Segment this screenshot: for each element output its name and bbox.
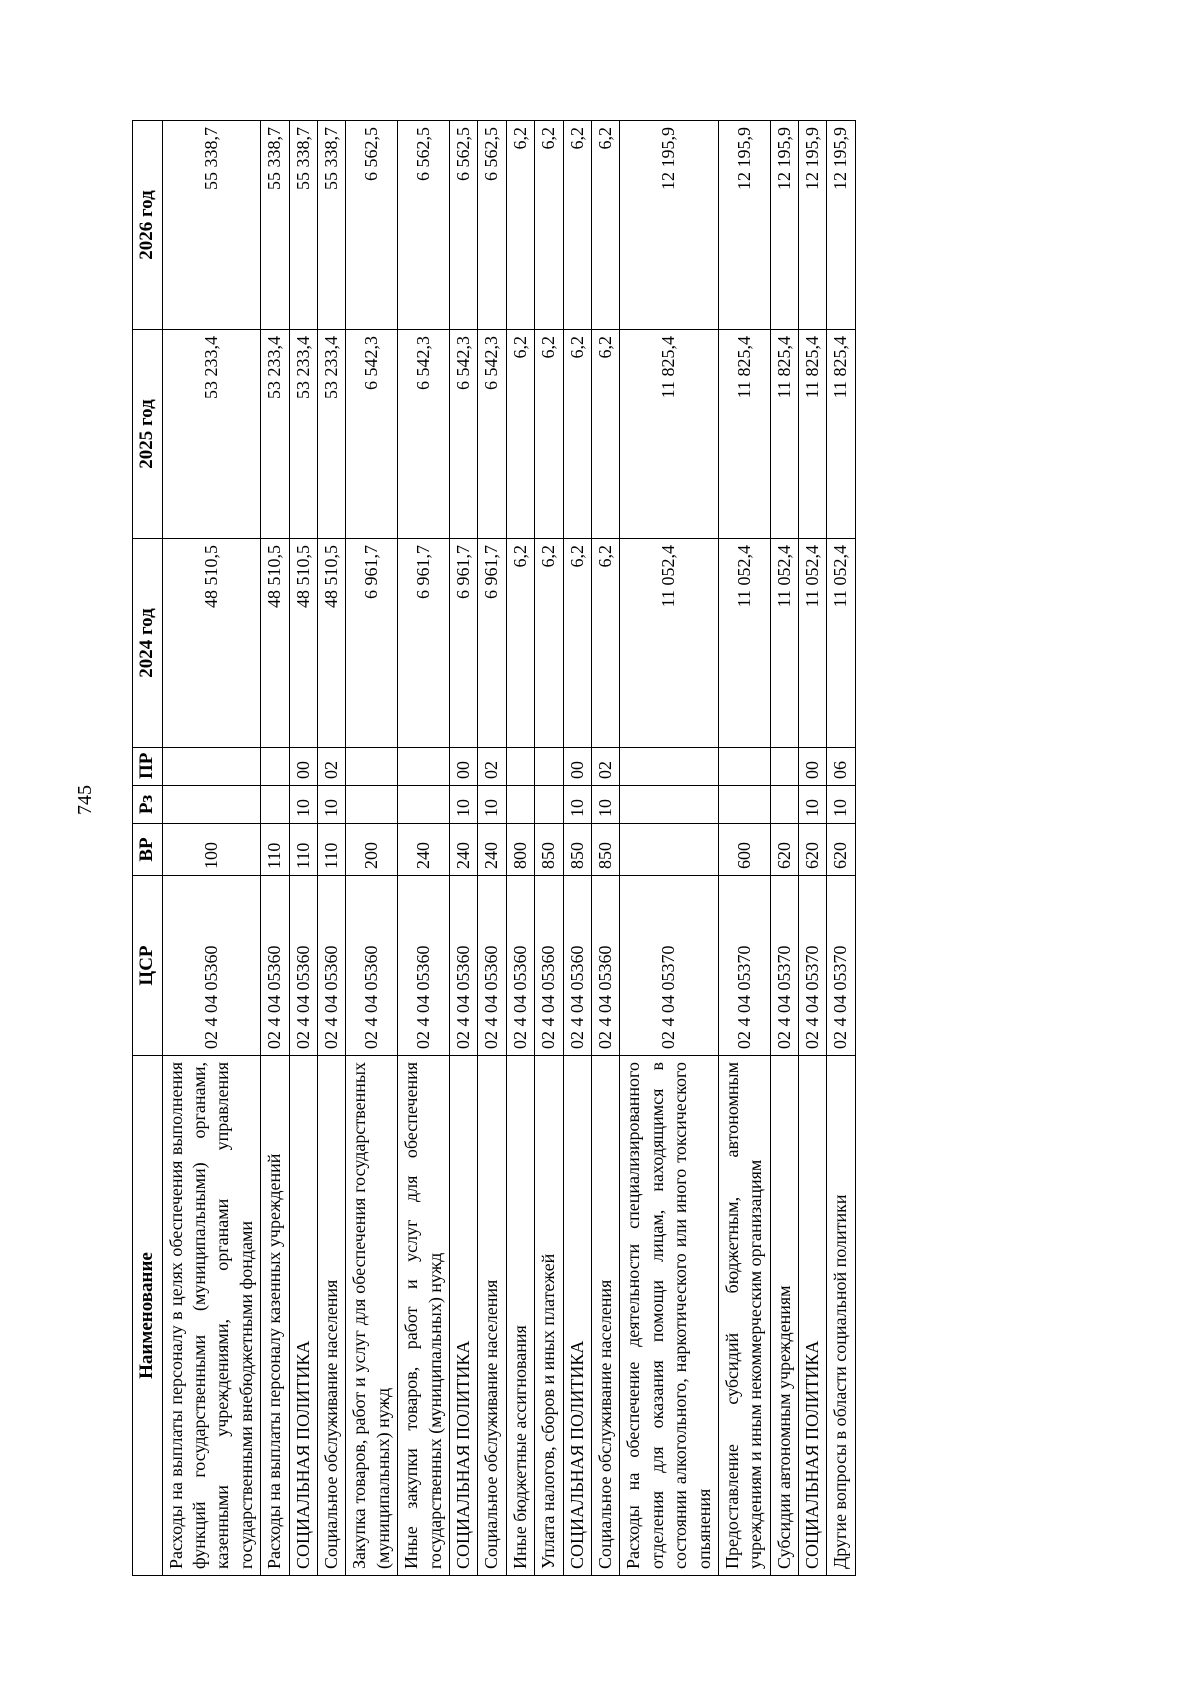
row-rz: 10: [318, 786, 346, 824]
table-row: [563, 121, 591, 1576]
row-csr: 02 4 04 05370: [799, 876, 827, 1056]
row-pr: 02: [591, 748, 619, 786]
row-2025: 53 233,4: [162, 330, 261, 539]
row-2024: 11 052,4: [620, 539, 719, 748]
row-2026: 12 195,9: [799, 121, 827, 330]
row-pr: 00: [799, 748, 827, 786]
row-rz: [346, 786, 398, 824]
row-rz: [162, 786, 261, 824]
row-2024: 6 961,7: [449, 539, 477, 748]
row-vr: 240: [478, 824, 506, 876]
table-row: [261, 121, 289, 1576]
row-2024: 48 510,5: [261, 539, 289, 748]
row-rz: 10: [827, 786, 855, 824]
row-2026: 6,2: [535, 121, 563, 330]
row-name: Социальное обслуживание населения: [318, 1056, 346, 1576]
row-vr: 620: [770, 824, 798, 876]
row-rz: 10: [563, 786, 591, 824]
row-2025: 11 825,4: [718, 330, 770, 539]
row-name: СОЦИАЛЬНАЯ ПОЛИТИКА: [799, 1056, 827, 1576]
table-body: [162, 121, 855, 1576]
row-vr: 600: [718, 824, 770, 876]
row-vr: 110: [318, 824, 346, 876]
row-csr: 02 4 04 05360: [449, 876, 477, 1056]
row-2024: 6,2: [563, 539, 591, 748]
row-name: Другие вопросы в области социальной политики: [827, 1056, 855, 1576]
row-pr: 02: [478, 748, 506, 786]
row-2025: 6,2: [591, 330, 619, 539]
row-vr: 850: [563, 824, 591, 876]
row-vr: 240: [449, 824, 477, 876]
row-csr: 02 4 04 05360: [289, 876, 317, 1056]
row-2026: 55 338,7: [318, 121, 346, 330]
row-2024: 6,2: [591, 539, 619, 748]
row-vr: 800: [506, 824, 534, 876]
row-rz: [506, 786, 534, 824]
row-2025: 6,2: [506, 330, 534, 539]
row-2024: 6,2: [506, 539, 534, 748]
row-rz: [770, 786, 798, 824]
header-name: Наименование: [133, 1056, 163, 1576]
table-row: [591, 121, 619, 1576]
row-rz: 10: [799, 786, 827, 824]
row-pr: 00: [289, 748, 317, 786]
row-name: Расходы на выплаты персоналу в целях обеспечения выполнения функций государственными (муниципальными) органами, казенными учреждениями, органами управления государственными внебюджетными фондами: [162, 1056, 261, 1576]
row-2026: 6,2: [591, 121, 619, 330]
row-2024: 6 961,7: [478, 539, 506, 748]
row-csr: 02 4 04 05360: [478, 876, 506, 1056]
row-2024: 11 052,4: [827, 539, 855, 748]
table-row: [346, 121, 398, 1576]
row-pr: [398, 748, 450, 786]
header-2024: 2024 год: [133, 539, 163, 748]
row-csr: 02 4 04 05360: [591, 876, 619, 1056]
row-pr: [770, 748, 798, 786]
row-pr: [346, 748, 398, 786]
table-row: [289, 121, 317, 1576]
row-vr: 620: [799, 824, 827, 876]
row-name: СОЦИАЛЬНАЯ ПОЛИТИКА: [289, 1056, 317, 1576]
row-2025: 53 233,4: [289, 330, 317, 539]
row-rz: 10: [289, 786, 317, 824]
row-2024: 48 510,5: [289, 539, 317, 748]
header-row: [133, 121, 163, 1576]
row-csr: 02 4 04 05360: [563, 876, 591, 1056]
row-2025: 6,2: [535, 330, 563, 539]
row-2026: 55 338,7: [289, 121, 317, 330]
row-csr: 02 4 04 05360: [318, 876, 346, 1056]
row-2024: 6,2: [535, 539, 563, 748]
row-2026: 6 562,5: [449, 121, 477, 330]
row-pr: [535, 748, 563, 786]
row-vr: 100: [162, 824, 261, 876]
row-2024: 11 052,4: [718, 539, 770, 748]
table-row: [827, 121, 855, 1576]
row-pr: [718, 748, 770, 786]
row-2026: 6,2: [563, 121, 591, 330]
row-rz: 10: [449, 786, 477, 824]
row-rz: 10: [591, 786, 619, 824]
table-row: [770, 121, 798, 1576]
row-pr: [506, 748, 534, 786]
row-2024: 48 510,5: [318, 539, 346, 748]
row-2025: 6,2: [563, 330, 591, 539]
row-2026: 6 562,5: [478, 121, 506, 330]
row-2025: 11 825,4: [620, 330, 719, 539]
row-rz: 10: [478, 786, 506, 824]
header-rz: Рз: [133, 786, 163, 824]
row-vr: 110: [289, 824, 317, 876]
row-pr: 00: [563, 748, 591, 786]
row-name: Расходы на обеспечение деятельности специализированного отделения для оказания помощи лицам, находящимся в состоянии алкогольного, наркотического или иного токсического опьянения: [620, 1056, 719, 1576]
row-name: Социальное обслуживание населения: [591, 1056, 619, 1576]
row-2026: 12 195,9: [718, 121, 770, 330]
row-name: Расходы на выплаты персоналу казенных учреждений: [261, 1056, 289, 1576]
table-row: [162, 121, 261, 1576]
row-rz: [261, 786, 289, 824]
row-csr: 02 4 04 05360: [261, 876, 289, 1056]
row-2025: 6 542,3: [346, 330, 398, 539]
row-2025: 6 542,3: [449, 330, 477, 539]
row-2025: 11 825,4: [770, 330, 798, 539]
table-row: [799, 121, 827, 1576]
row-name: СОЦИАЛЬНАЯ ПОЛИТИКА: [563, 1056, 591, 1576]
row-pr: [261, 748, 289, 786]
row-rz: [718, 786, 770, 824]
row-pr: 00: [449, 748, 477, 786]
row-pr: 06: [827, 748, 855, 786]
budget-table: [132, 120, 856, 1576]
row-csr: 02 4 04 05360: [506, 876, 534, 1056]
row-2025: 6 542,3: [478, 330, 506, 539]
row-name: Закупка товаров, работ и услуг для обеспечения государственных (муниципальных) нужд: [346, 1056, 398, 1576]
page-number: 745: [74, 785, 96, 815]
row-vr: 200: [346, 824, 398, 876]
row-csr: 02 4 04 05360: [162, 876, 261, 1056]
row-rz: [398, 786, 450, 824]
row-name: Предоставление субсидий бюджетным, автономным учреждениям и иным некоммерческим организациям: [718, 1056, 770, 1576]
row-name: Субсидии автономным учреждениям: [770, 1056, 798, 1576]
row-2024: 11 052,4: [799, 539, 827, 748]
row-2026: 6 562,5: [346, 121, 398, 330]
table-row: [318, 121, 346, 1576]
row-2025: 53 233,4: [318, 330, 346, 539]
table-row: [620, 121, 719, 1576]
row-csr: 02 4 04 05370: [620, 876, 719, 1056]
row-2026: 55 338,7: [162, 121, 261, 330]
row-2026: 55 338,7: [261, 121, 289, 330]
row-2026: 12 195,9: [827, 121, 855, 330]
row-pr: [620, 748, 719, 786]
row-vr: 850: [535, 824, 563, 876]
row-vr: 240: [398, 824, 450, 876]
row-2025: 53 233,4: [261, 330, 289, 539]
row-2026: 12 195,9: [620, 121, 719, 330]
header-2025: 2025 год: [133, 330, 163, 539]
header-2026: 2026 год: [133, 121, 163, 330]
row-rz: [620, 786, 719, 824]
rotated-table-wrapper: [132, 121, 932, 1576]
row-csr: 02 4 04 05370: [770, 876, 798, 1056]
row-2026: 6 562,5: [398, 121, 450, 330]
row-csr: 02 4 04 05370: [827, 876, 855, 1056]
row-csr: 02 4 04 05370: [718, 876, 770, 1056]
table-row: [718, 121, 770, 1576]
row-name: СОЦИАЛЬНАЯ ПОЛИТИКА: [449, 1056, 477, 1576]
row-2025: 11 825,4: [827, 330, 855, 539]
table-row: [535, 121, 563, 1576]
row-vr: 850: [591, 824, 619, 876]
row-vr: 110: [261, 824, 289, 876]
table-row: [506, 121, 534, 1576]
table-row: [449, 121, 477, 1576]
row-2024: 6 961,7: [346, 539, 398, 748]
row-2025: 11 825,4: [799, 330, 827, 539]
header-vr: ВР: [133, 824, 163, 876]
row-vr: [620, 824, 719, 876]
row-name: Иные бюджетные ассигнования: [506, 1056, 534, 1576]
row-pr: [162, 748, 261, 786]
row-2024: 6 961,7: [398, 539, 450, 748]
table-row: [398, 121, 450, 1576]
row-2024: 48 510,5: [162, 539, 261, 748]
header-pr: ПР: [133, 748, 163, 786]
row-name: Иные закупки товаров, работ и услуг для обеспечения государственных (муниципальных) нужд: [398, 1056, 450, 1576]
row-vr: 620: [827, 824, 855, 876]
row-csr: 02 4 04 05360: [346, 876, 398, 1056]
row-csr: 02 4 04 05360: [398, 876, 450, 1056]
table-row: [478, 121, 506, 1576]
header-csr: ЦСР: [133, 876, 163, 1056]
row-csr: 02 4 04 05360: [535, 876, 563, 1056]
row-2024: 11 052,4: [770, 539, 798, 748]
row-2026: 6,2: [506, 121, 534, 330]
row-name: Уплата налогов, сборов и иных платежей: [535, 1056, 563, 1576]
row-name: Социальное обслуживание населения: [478, 1056, 506, 1576]
row-2025: 6 542,3: [398, 330, 450, 539]
row-2026: 12 195,9: [770, 121, 798, 330]
row-rz: [535, 786, 563, 824]
row-pr: 02: [318, 748, 346, 786]
